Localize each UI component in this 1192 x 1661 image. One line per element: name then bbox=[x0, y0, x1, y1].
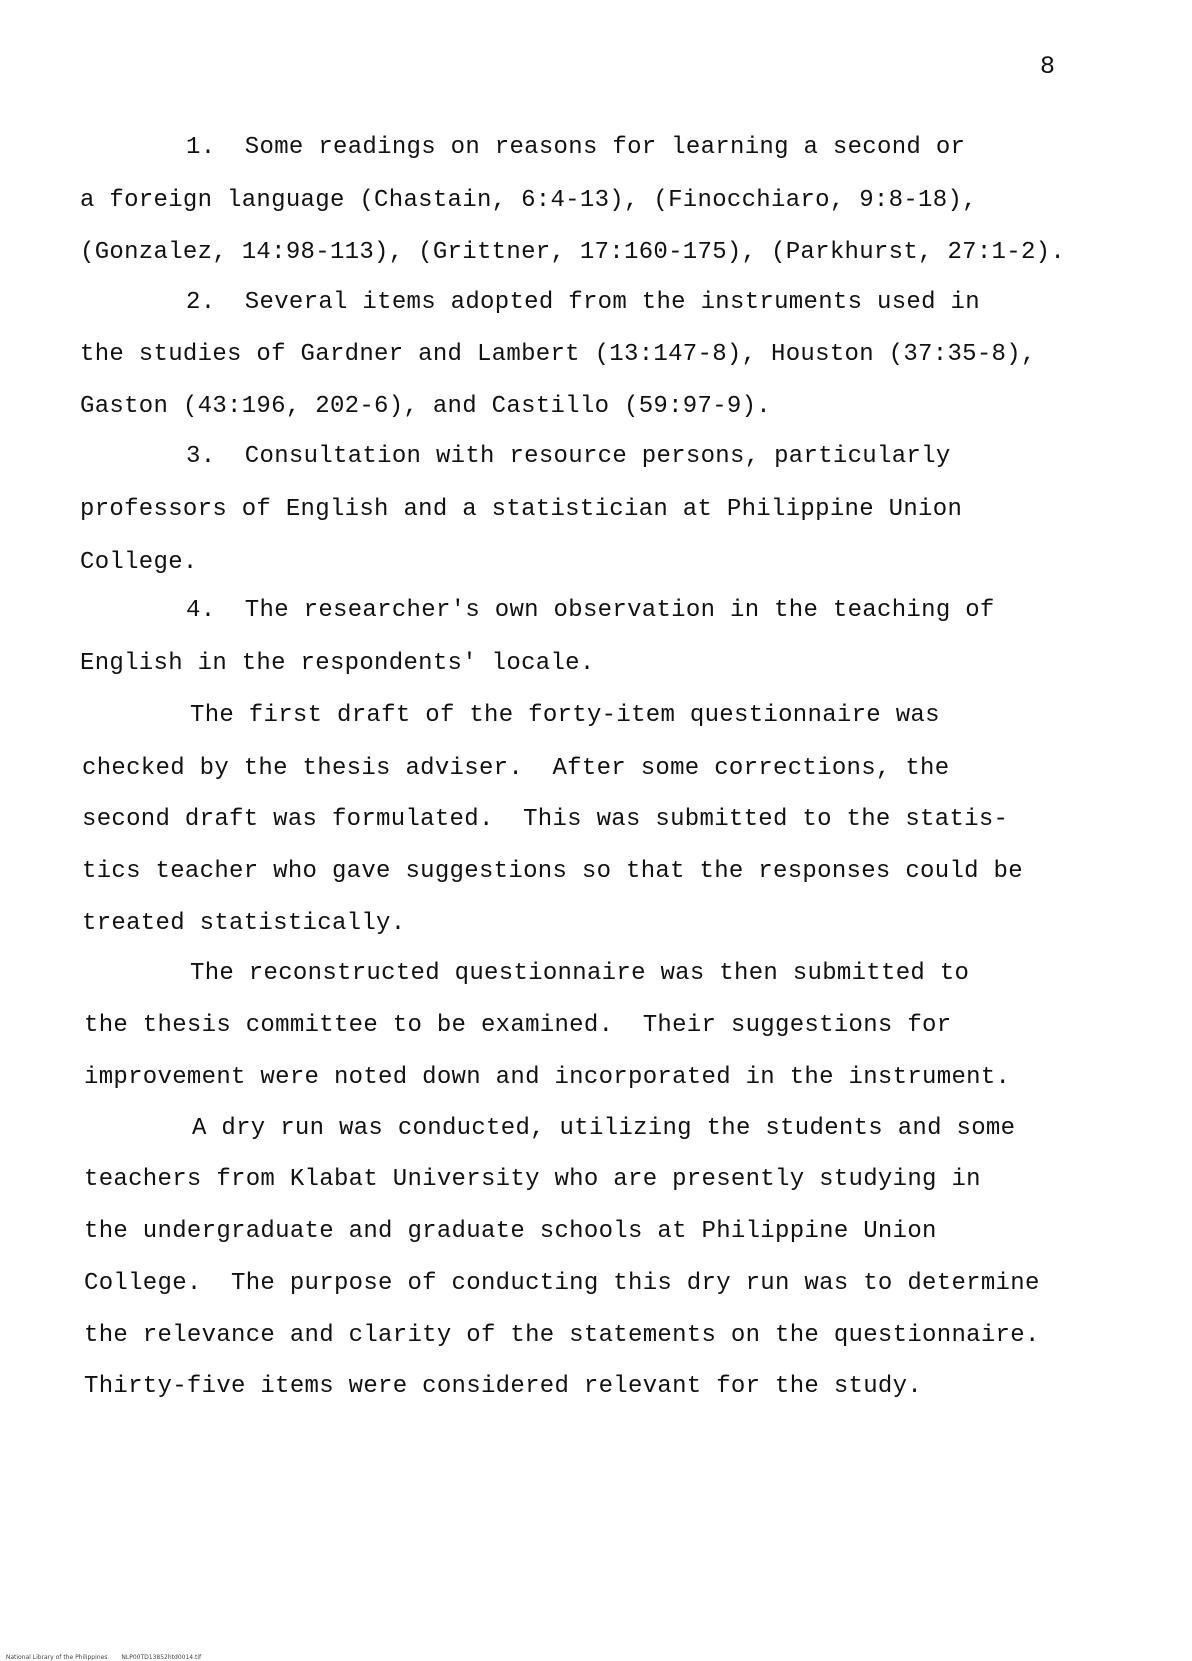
text-line: the thesis committee to be examined. Their suggestions for bbox=[84, 1012, 952, 1039]
text-line: Thirty-five items were considered relevant for the study. bbox=[84, 1373, 923, 1400]
text-line: the studies of Gardner and Lambert (13:147-8), Houston (37:35-8), bbox=[80, 341, 1036, 368]
text-line: second draft was formulated. This was submitted to the statis- bbox=[82, 806, 1009, 833]
text-line: tics teacher who gave suggestions so that the responses could be bbox=[82, 858, 1023, 885]
text-line: The reconstructed questionnaire was then submitted to bbox=[190, 960, 970, 987]
text-line: A dry run was conducted, utilizing the students and some bbox=[192, 1115, 1016, 1142]
page-number: 8 bbox=[1040, 52, 1056, 81]
text-line: English in the respondents' locale. bbox=[80, 650, 595, 677]
footer-library: National Library of the Philippines bbox=[5, 1654, 108, 1661]
text-line: (Gonzalez, 14:98-113), (Grittner, 17:160-175), (Parkhurst, 27:1-2). bbox=[80, 239, 1066, 266]
text-line: improvement were noted down and incorporated in the instrument. bbox=[84, 1064, 1011, 1091]
text-line: Gaston (43:196, 202-6), and Castillo (59:97-9). bbox=[80, 393, 772, 420]
text-line: 1. Some readings on reasons for learning a second or bbox=[186, 134, 966, 161]
text-line: 3. Consultation with resource persons, particularly bbox=[186, 443, 951, 470]
text-line: College. The purpose of conducting this dry run was to determine bbox=[84, 1270, 1040, 1297]
text-line: checked by the thesis adviser. After some corrections, the bbox=[82, 755, 950, 782]
text-line: the relevance and clarity of the statements on the questionnaire. bbox=[84, 1322, 1040, 1349]
text-line: the undergraduate and graduate schools at Philippine Union bbox=[84, 1218, 937, 1245]
text-line: a foreign language (Chastain, 6:4-13), (Finocchiaro, 9:8-18), bbox=[80, 187, 977, 214]
text-line: treated statistically. bbox=[82, 910, 406, 937]
text-line: The first draft of the forty-item questionnaire was bbox=[190, 702, 940, 729]
text-line: College. bbox=[80, 549, 198, 576]
scan-footer bbox=[2, 1647, 215, 1661]
text-line: 2. Several items adopted from the instruments used in bbox=[186, 289, 980, 316]
text-line: professors of English and a statistician at Philippine Union bbox=[80, 496, 963, 523]
footer-file-id: NLP00TD13852htd0014.tif bbox=[121, 1654, 202, 1661]
text-line: 4. The researcher's own observation in the teaching of bbox=[186, 597, 995, 624]
text-line: teachers from Klabat University who are presently studying in bbox=[84, 1166, 981, 1193]
